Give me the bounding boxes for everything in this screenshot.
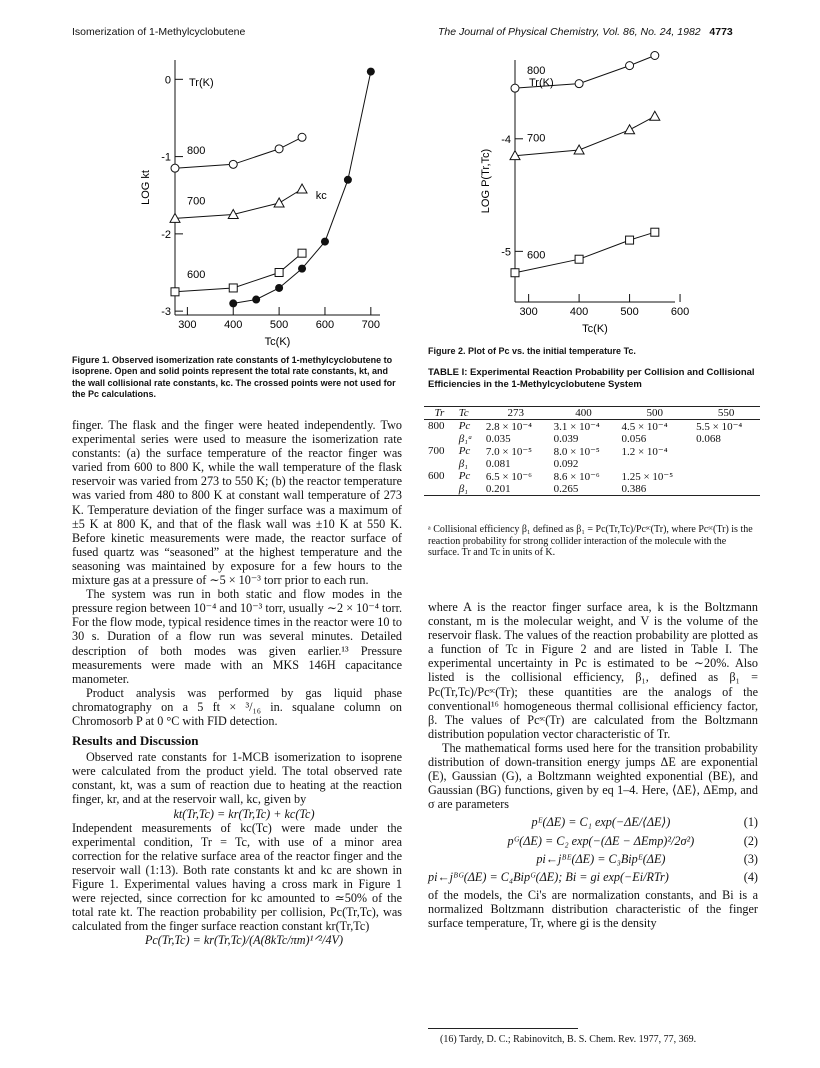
figure-2-caption-text: Plot of Pc vs. the initial temperature Tc. bbox=[468, 346, 636, 356]
cell-value: 0.035 bbox=[485, 433, 511, 445]
cell-value: 0.056 bbox=[621, 433, 647, 445]
cell-tr: 700 bbox=[428, 445, 445, 457]
cell-tr bbox=[424, 483, 455, 496]
figure-1-caption-text: Observed isomerization rate constants of 1-methylcyclobutene to isoprene. Open and solid points represent the total rate constants, kt, and the wall collisional rate constants, kc. The crossed points were not used for the Pc calculations. bbox=[72, 355, 396, 399]
filled-point bbox=[229, 299, 237, 307]
x-tick-label: 600 bbox=[670, 306, 690, 318]
x-tick-label: 300 bbox=[519, 306, 538, 318]
y-tick-label: -3 bbox=[161, 306, 171, 319]
table-1-title: TABLE I: Experimental Reaction Probability per Collision and Collisional Efficiencies in the 1-Methylcyclobutene System bbox=[428, 367, 755, 390]
equation-kt: kt(Tr,Tc) = kr(Tr,Tc) + kc(Tc) bbox=[173, 806, 315, 821]
square-point bbox=[651, 228, 659, 236]
table-header-row bbox=[424, 407, 760, 420]
header-temp: 273 bbox=[507, 407, 524, 419]
cell-value: 4.5 × 10⁻⁴ bbox=[621, 421, 668, 433]
triangle-point bbox=[274, 198, 284, 207]
filled-point bbox=[344, 176, 352, 184]
section-heading: Results and Discussion bbox=[72, 733, 199, 749]
page-number: 4773 bbox=[709, 26, 733, 38]
table-row bbox=[424, 433, 760, 445]
series-label: 700 bbox=[187, 195, 206, 208]
cell-quantity: Pc bbox=[458, 445, 471, 457]
series-label: 800 bbox=[527, 65, 546, 78]
circle-point bbox=[229, 160, 237, 168]
header-temp: 500 bbox=[646, 407, 664, 419]
equation-3: pi←jᴮᴱ(ΔE) = C₃Bipᴱ(ΔE) (3) bbox=[536, 851, 758, 866]
square-point bbox=[298, 249, 306, 257]
triangle-point bbox=[297, 184, 307, 193]
figure-1-chart bbox=[120, 50, 410, 360]
cell-value: 7.0 × 10⁻⁵ bbox=[485, 446, 532, 458]
table-1 bbox=[424, 406, 760, 496]
figure-1-caption-label: Figure 1. bbox=[72, 355, 110, 365]
figure-2-caption-label: Figure 2. bbox=[428, 346, 466, 356]
figure-2-chart bbox=[480, 50, 690, 340]
cell-value: 0.201 bbox=[485, 483, 511, 495]
cell-value: 1.25 × 10⁻⁵ bbox=[621, 471, 674, 483]
paragraph: of the models, the Ci's are normalization constants, and Bi is a normalized Boltzmann distribution characteristic of the finger surface temperature, Tr, where gi is the density bbox=[428, 887, 758, 930]
table-row bbox=[424, 470, 760, 483]
cell-value: 0.039 bbox=[553, 433, 579, 445]
circle-point bbox=[626, 62, 634, 70]
cell-value: 3.1 × 10⁻⁴ bbox=[553, 421, 600, 433]
paragraph: finger. The flask and the finger were heated independently. Two experimental series were used to measure the isomerization rate constants: (a) the surface temperature of the reactor finger was varied from 600 to 800 K, while the wall temperature of the flask reservoir was varied from 273 to 550 K; (b) the reactor temperature was varied from 480 to 800 K at constant wall temperature of 273 K. Temperature deviation of the finger surface was a maximum of ±5 K at 800 K, and that of the flask wall was ±10 K at 550 K. Before kinetic measurements were made, the reactor surface of fused quartz was “seasoned” at the highest temperature and the seasoning was maintained by exposure for a few hours to the mixture gas at a pressure of ∼5 × 10⁻³ torr prior to each run. bbox=[72, 418, 402, 588]
square-point bbox=[275, 269, 283, 277]
paragraph: where A is the reactor finger surface area, k is the Boltzmann constant, m is the molecular weight, and V is the volume of the reservoir flask. The values of the reaction probability are plotted as a function of Tc in Figure 2 and are listed in Table I. The experimental uncertainty in Pc is estimated to be ∼20%. Also listed is the collisional efficiency, β₁, defined as β₁ = Pc(Tr,Tc)/Pcˢᶜ(Tr); these quantities are the analogs of the conventional¹⁶ homogeneous thermal collisional efficiency factor, β. The values of Pcˢᶜ(Tr) are calculated from the Boltzmann distribution population vector characteristic of Tr. bbox=[428, 600, 758, 741]
y-tick-label: -2 bbox=[161, 228, 171, 241]
table-row bbox=[424, 445, 760, 458]
header-temp: 550 bbox=[717, 407, 735, 419]
y-tick-label: 0 bbox=[164, 74, 171, 87]
cell-quantity: β₁ bbox=[458, 483, 468, 495]
cell-value: 0.081 bbox=[485, 458, 511, 470]
cell-value bbox=[617, 458, 692, 470]
cell-value bbox=[692, 445, 760, 458]
series-label: 600 bbox=[187, 268, 206, 281]
cell-quantity: Pc bbox=[458, 470, 471, 482]
cell-tr: 600 bbox=[428, 470, 445, 482]
x-axis-label: Tc(K) bbox=[582, 323, 608, 335]
reference-16: (16) Tardy, D. C.; Rabinovitch, B. S. Chem. Rev. 1977, 77, 369. bbox=[440, 1034, 697, 1045]
x-tick-label: 300 bbox=[178, 319, 197, 331]
left-text-column bbox=[72, 418, 402, 947]
square-point bbox=[575, 255, 583, 263]
figure-2-caption bbox=[428, 346, 758, 357]
circle-point bbox=[171, 164, 179, 172]
right-text-column bbox=[428, 600, 758, 930]
circle-point bbox=[298, 133, 306, 141]
circle-point bbox=[275, 145, 283, 153]
equation-pc: Pc(Tr,Tc) = kr(Tr,Tc)/(A(8kTc/πm)¹ᐟ²/4V) bbox=[144, 933, 344, 948]
table-row bbox=[424, 483, 760, 496]
cell-value: 8.6 × 10⁻⁶ bbox=[553, 471, 600, 483]
x-tick-label: 500 bbox=[620, 306, 639, 318]
y-axis-label: LOG P(Tr,Tc) bbox=[480, 148, 492, 214]
cell-value bbox=[692, 458, 760, 470]
square-point bbox=[511, 269, 519, 277]
triangle-point bbox=[574, 145, 584, 154]
cell-quantity: β₁ᵃ bbox=[458, 433, 473, 445]
table-row bbox=[424, 420, 760, 434]
running-header-left: Isomerization of 1-Methylcyclobutene bbox=[72, 26, 246, 38]
table-row bbox=[424, 458, 760, 470]
cell-value: 0.386 bbox=[621, 483, 647, 495]
circle-point bbox=[511, 84, 519, 92]
circle-point bbox=[651, 51, 659, 59]
series-label: 700 bbox=[527, 132, 546, 145]
journal-citation: The Journal of Physical Chemistry, Vol. 86, No. 24, 1982 bbox=[438, 26, 701, 38]
cell-tr bbox=[424, 458, 455, 470]
filled-point bbox=[298, 265, 306, 273]
cell-value: 5.5 × 10⁻⁴ bbox=[696, 421, 743, 433]
filled-point bbox=[275, 284, 283, 292]
y-axis-label: LOG kt bbox=[140, 170, 152, 205]
cell-quantity: β₁ bbox=[458, 458, 468, 470]
cell-value: 8.0 × 10⁻⁵ bbox=[553, 446, 600, 458]
cell-value: 6.5 × 10⁻⁶ bbox=[485, 471, 532, 483]
equation-4: pi←jᴮᴳ(ΔE) = C₄Bipᴳ(ΔE); Bi = gi exp(−Ei/RTr) (4) bbox=[428, 869, 758, 884]
cell-value bbox=[692, 470, 760, 483]
cell-value: 2.8 × 10⁻⁴ bbox=[485, 421, 532, 433]
x-tick-label: 500 bbox=[269, 319, 289, 331]
y-tick-label: -5 bbox=[501, 246, 511, 259]
table-1-footnote: ᵃ Collisional efficiency β₁ defined as β₁ = Pc(Tr,Tc)/Pcˢᶜ(Tr), where Pcˢᶜ(Tr) is the reaction probability for strong collider interaction of the molecule with the surface. Tr and Tc in units of K. bbox=[428, 524, 753, 558]
x-axis-label: Tc(K) bbox=[264, 336, 291, 348]
cell-tr: 800 bbox=[428, 420, 445, 432]
y-tick-label: -4 bbox=[501, 133, 511, 146]
footnote-rule bbox=[428, 1028, 578, 1029]
square-point bbox=[171, 288, 179, 296]
x-tick-label: 400 bbox=[569, 306, 589, 318]
header-temp: 400 bbox=[575, 407, 592, 419]
paragraph: The system was run in both static and flow modes in the pressure region between 10⁻⁴ and 10⁻³ torr, usually ∼2 × 10⁻⁴ torr. For the flow mode, typical residence times in the reactor were 10 to 30 s. Duration of a flow run was several minutes. Detailed description of both modes was given earlier.¹³ Pressure measurements were made with an MKS 146H capacitance manometer. bbox=[72, 587, 402, 686]
header-tr: Tr bbox=[434, 407, 445, 419]
cell-value: 1.2 × 10⁻⁴ bbox=[621, 446, 668, 458]
square-point bbox=[229, 284, 237, 292]
series-header: Tr(K) bbox=[189, 77, 214, 89]
paragraph: Product analysis was performed by gas liquid phase chromatography on a 5 ft × ³/₁₆ in. squalane column on Chromosorb P at 0 °C with FID detection. bbox=[72, 685, 402, 728]
series-label: 600 bbox=[527, 249, 546, 262]
series-header: Tr(K) bbox=[529, 77, 554, 89]
square-point bbox=[626, 236, 634, 244]
filled-point bbox=[252, 296, 260, 304]
paragraph: Observed rate constants for 1-MCB isomerization to isoprene were calculated from the product yield. The total observed rate constant, kt, was a sum of reaction due to heating at the reaction finger, kr, and at the reservoir wall, kc, given by bbox=[72, 750, 402, 807]
equation-2: pᴳ(ΔE) = C₂ exp(−(ΔE − ΔEmp)²/2σ²) (2) bbox=[507, 833, 758, 848]
paragraph: Independent measurements of kc(Tc) were made under the experimental condition, Tr = Tc, with use of a minor area correction for the relative surface area of the reactor finger and the reservoir wall (1:13). Both rate constants kt and kc are shown in Figure 1. Experimental values having a cross mark in Figure 1 were rejected, since correction for kc amounted to ≃50% of the total rate kt. The reaction probability per collision, Pc(Tr,Tc), was calculated from the finger surface reaction constant kr(Tr,Tc) bbox=[72, 820, 402, 934]
cell-value bbox=[692, 483, 760, 496]
circle-point bbox=[575, 80, 583, 88]
figure-1-caption bbox=[72, 355, 402, 400]
cell-value: 0.265 bbox=[553, 483, 579, 495]
cell-quantity: Pc bbox=[458, 420, 471, 432]
triangle-point bbox=[625, 125, 635, 134]
filled-point bbox=[321, 238, 329, 246]
filled-point bbox=[367, 68, 375, 76]
paragraph: The mathematical forms used here for the transition probability distribution of down-transition energy jumps ΔE are exponential (E), Gaussian (G), a Boltzmann weighted exponential (BE), and Gaussian (BG) functions, given by eq 1–4. Here, ⟨ΔE⟩, ΔEmp, and σ are parameters bbox=[428, 740, 758, 812]
cell-value: 0.092 bbox=[553, 458, 579, 470]
x-tick-label: 700 bbox=[361, 319, 381, 331]
header-tc: Tc bbox=[458, 407, 469, 419]
running-header-right bbox=[438, 26, 733, 38]
triangle-point bbox=[650, 111, 660, 120]
kc-label: kc bbox=[315, 190, 327, 203]
equation-1: pᴱ(ΔE) = C₁ exp(−ΔE/⟨ΔE⟩) (1) bbox=[531, 815, 758, 830]
x-tick-label: 600 bbox=[315, 319, 335, 331]
cell-value: 0.068 bbox=[696, 433, 721, 445]
x-tick-label: 400 bbox=[224, 319, 243, 331]
series-label: 800 bbox=[187, 145, 206, 158]
y-tick-label: -1 bbox=[161, 151, 171, 164]
cell-tr bbox=[424, 433, 455, 445]
